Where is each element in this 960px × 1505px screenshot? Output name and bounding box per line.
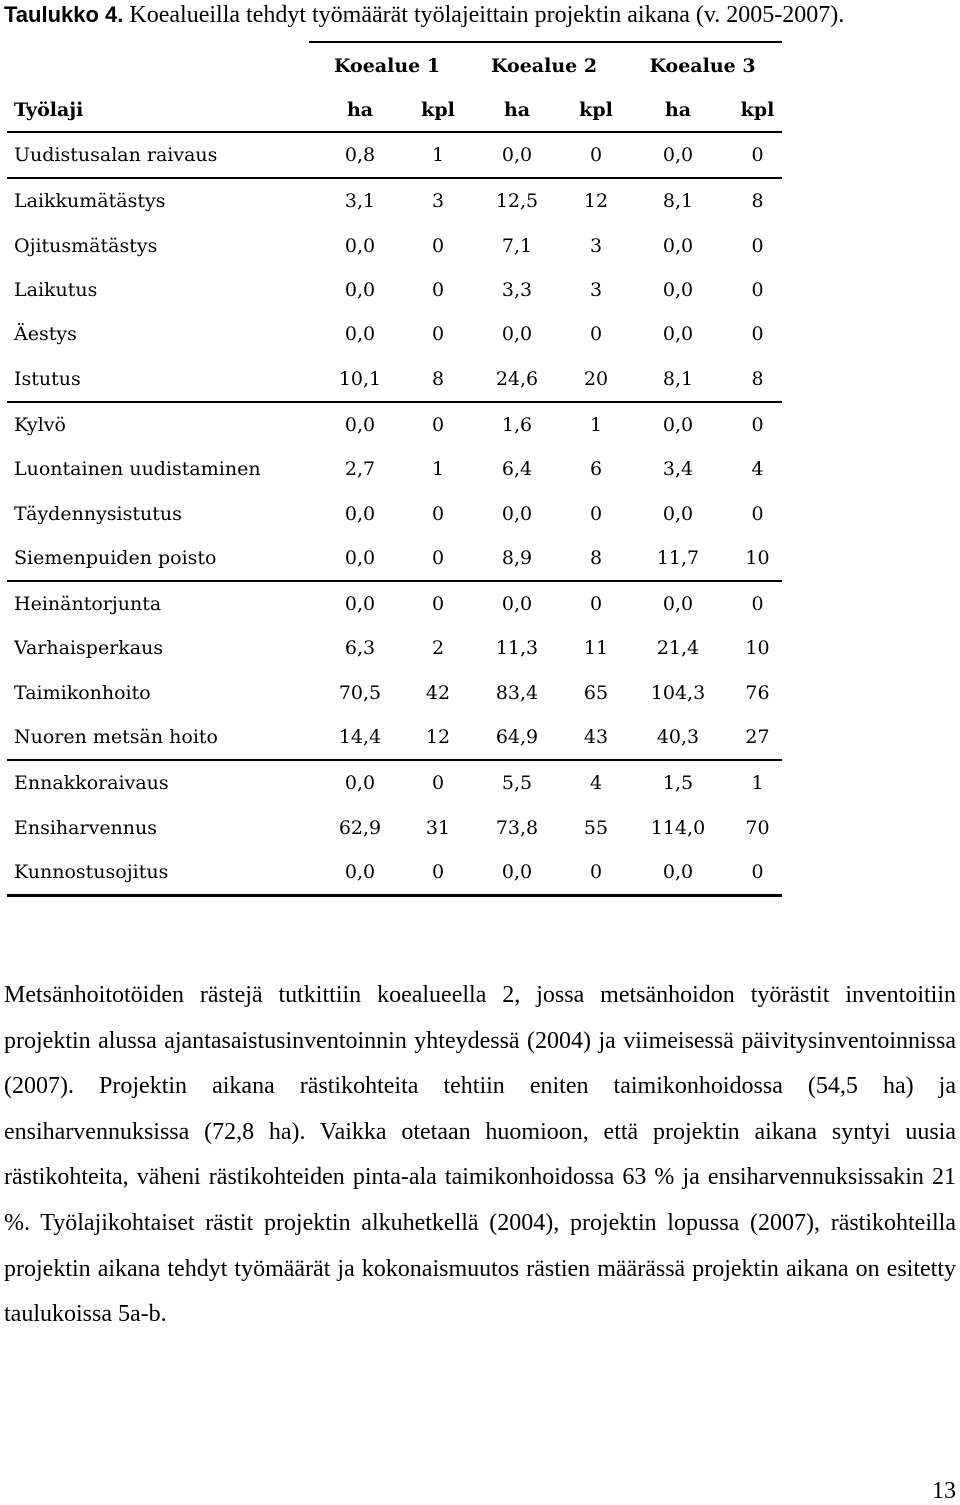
row-label: Laikkumätästys (14, 190, 166, 213)
row-value-cell: 0 (431, 413, 445, 436)
row-value-cell: 70 (745, 816, 770, 839)
row-value-cell: 11,7 (623, 536, 733, 581)
row-value-cell: 3,1 (344, 190, 376, 213)
row-value-cell: 8,9 (465, 536, 569, 581)
row-value-cell: 6,4 (501, 458, 533, 481)
row-value-cell: 14,4 (309, 715, 411, 760)
row-label: Täydennysistutus (14, 502, 182, 525)
row-label: Heinäntorjunta (14, 593, 162, 616)
row-value-cell: 1 (751, 772, 764, 795)
table-row (7, 402, 782, 447)
row-value-cell: 0,0 (501, 323, 533, 346)
row-value-cell: 43 (569, 715, 623, 760)
row-value-cell: 11,3 (495, 637, 539, 660)
row-label: Laikutus (14, 279, 98, 302)
row-value-cell: 31 (425, 816, 451, 839)
row-value-cell: 104,3 (650, 681, 706, 704)
row-value-cell: 10 (745, 637, 770, 660)
row-value-cell: 8 (733, 356, 782, 401)
row-value-cell: 0,0 (623, 850, 733, 896)
row-value-cell: 0,0 (662, 593, 694, 616)
column-header-tyolaji: Työlaji (7, 88, 309, 132)
row-value-cell: 0,0 (344, 323, 376, 346)
body-paragraph: Metsänhoitotöiden rästejä tutkittiin koealueella 2, jossa metsänhoidon työrästit inventoitiin projektin alussa ajantasaistusinventoinnin yhteydessä (2004) ja viimeisessä päivitysinventoinnissa (2007). Projektin aikana rästikohteita tehtiin eniten taimikonhoidossa (54,5 ha) ja ensiharvennuksissa (72,8 ha). Vaikka otetaan huomioon, että projektin aikana syntyi uusia rästikohteita, väheni rästikohteiden pinta-ala taimikonhoidossa 63 % ja ensiharvennuksissakin 21 %. Työlajikohtaiset rästit projektin alkuhetkellä (2004), projektin lopussa (2007), rästikohteilla projektin aikana tehdyt työmäärät ja kokonaismuutos rästien määrässä projektin aikana on esitetty taulukoissa 5a-b. (4, 982, 956, 1328)
column-header-kpl-1: kpl (411, 88, 465, 132)
row-value-cell: 0 (751, 323, 764, 346)
row-value-cell: 12 (411, 715, 465, 760)
row-value-cell: 8,1 (662, 190, 694, 213)
row-value-cell: 8 (569, 536, 623, 581)
row-value-cell: 3 (589, 279, 603, 302)
table-row (7, 626, 782, 670)
row-value-cell: 3 (589, 234, 603, 257)
row-value-cell: 1 (411, 132, 465, 178)
row-value-cell: 0 (751, 502, 764, 525)
row-value-cell: 0,0 (344, 772, 376, 795)
body-paragraph-container (4, 973, 956, 1338)
table-row (7, 132, 782, 178)
row-value-cell: 12,5 (495, 190, 539, 213)
row-value-cell: 0 (733, 850, 782, 896)
caption-text: Koealueilla tehdyt työmäärät työlajeittain projektin aikana (v. 2005-2007). (123, 2, 845, 28)
row-value-cell: 0,0 (344, 234, 376, 257)
work-volume-table-container (7, 41, 782, 897)
table-row (7, 760, 782, 805)
row-value-cell: 1 (431, 458, 445, 481)
row-value-cell: 8 (751, 190, 764, 213)
row-value-cell: 6 (589, 458, 603, 481)
group-header-koealue-1: Koealue 1 (309, 42, 465, 88)
table-row (7, 671, 782, 715)
row-value-cell: 27 (733, 715, 782, 760)
row-value-cell: 0 (569, 132, 623, 178)
row-value-cell: 12 (583, 190, 609, 213)
row-value-cell: 0 (589, 593, 603, 616)
row-value-cell: 114,0 (650, 816, 706, 839)
table-body (7, 132, 782, 896)
table-row (7, 268, 782, 312)
row-value-cell: 2 (431, 637, 445, 660)
row-value-cell: 0 (411, 536, 465, 581)
column-header-row (7, 88, 782, 132)
row-value-cell: 0,8 (309, 132, 411, 178)
row-label: Kylvö (14, 413, 66, 436)
row-value-cell: 55 (583, 816, 609, 839)
row-value-cell: 0 (733, 132, 782, 178)
row-label: Nuoren metsän hoito (7, 715, 309, 760)
column-header-ha-2: ha (465, 88, 569, 132)
row-value-cell: 3 (431, 190, 445, 213)
row-value-cell: 0,0 (344, 413, 376, 436)
row-value-cell: 20 (569, 356, 623, 401)
row-value-cell: 3,3 (501, 279, 533, 302)
table-row (7, 491, 782, 535)
row-value-cell: 65 (583, 681, 609, 704)
row-value-cell: 0 (431, 502, 445, 525)
row-value-cell: 1 (589, 413, 603, 436)
row-value-cell: 5,5 (501, 772, 533, 795)
row-value-cell: 73,8 (495, 816, 539, 839)
row-label: Istutus (7, 356, 309, 401)
row-value-cell: 42 (425, 681, 451, 704)
row-value-cell: 6,3 (344, 637, 376, 660)
row-label: Ojitusmätästys (14, 234, 158, 257)
row-value-cell: 0,0 (344, 502, 376, 525)
row-label: Kunnostusojitus (7, 850, 309, 896)
row-value-cell: 0,0 (501, 593, 533, 616)
row-value-cell: 0,0 (309, 536, 411, 581)
row-label: Äestys (14, 323, 77, 346)
row-label: Luontainen uudistaminen (14, 458, 261, 481)
row-label: Varhaisperkaus (14, 637, 164, 660)
row-value-cell: 0 (751, 413, 764, 436)
row-value-cell: 2,7 (344, 458, 376, 481)
row-value-cell: 0 (589, 323, 603, 346)
row-value-cell: 0,0 (309, 850, 411, 896)
row-value-cell: 4 (751, 458, 764, 481)
row-value-cell: 64,9 (465, 715, 569, 760)
row-value-cell: 7,1 (501, 234, 533, 257)
row-value-cell: 0 (569, 850, 623, 896)
row-value-cell: 0,0 (344, 593, 376, 616)
row-value-cell: 0 (431, 593, 445, 616)
row-label: Ensiharvennus (14, 816, 158, 839)
table-row (7, 178, 782, 223)
page-number: 13 (932, 1478, 956, 1504)
row-value-cell: 0,0 (465, 850, 569, 896)
work-volume-table (7, 41, 782, 897)
row-value-cell: 0 (411, 850, 465, 896)
table-row (7, 312, 782, 356)
table-row (7, 805, 782, 849)
row-value-cell: 4 (589, 772, 603, 795)
table-row (7, 581, 782, 626)
row-value-cell: 8,1 (623, 356, 733, 401)
caption-label: Taulukko 4. (4, 2, 124, 27)
row-value-cell: 0 (431, 323, 445, 346)
group-header-koealue-3: Koealue 3 (623, 42, 782, 88)
row-value-cell: 0 (431, 234, 445, 257)
row-value-cell: 3,4 (662, 458, 694, 481)
row-value-cell: 0 (589, 502, 603, 525)
column-header-ha-1: ha (309, 88, 411, 132)
row-label: Uudistusalan raivaus (7, 132, 309, 178)
row-value-cell: 10 (733, 536, 782, 581)
row-value-cell: 0 (751, 279, 764, 302)
row-value-cell: 1,6 (501, 413, 533, 436)
group-header-koealue-2: Koealue 2 (465, 42, 623, 88)
row-value-cell: 11 (583, 637, 609, 660)
row-value-cell: 24,6 (465, 356, 569, 401)
row-value-cell: 0,0 (344, 279, 376, 302)
column-header-ha-3: ha (623, 88, 733, 132)
group-header-empty (7, 42, 309, 88)
table-row (7, 850, 782, 896)
table-row (7, 356, 782, 401)
table-row (7, 715, 782, 760)
row-value-cell: 76 (745, 681, 770, 704)
row-value-cell: 0 (431, 279, 445, 302)
table-row (7, 536, 782, 581)
row-value-cell: 0 (751, 593, 764, 616)
row-value-cell: 70,5 (338, 681, 382, 704)
table-row (7, 224, 782, 268)
table-row (7, 447, 782, 491)
row-value-cell: 10,1 (309, 356, 411, 401)
row-value-cell: 40,3 (623, 715, 733, 760)
row-value-cell: 21,4 (656, 637, 700, 660)
row-value-cell: 0 (751, 234, 764, 257)
row-value-cell: 83,4 (495, 681, 539, 704)
row-value-cell: 0,0 (662, 234, 694, 257)
group-header-row (7, 42, 782, 88)
row-value-cell: 0,0 (662, 413, 694, 436)
column-header-kpl-3: kpl (733, 88, 782, 132)
table-caption (4, 0, 954, 30)
row-value-cell: 0 (431, 772, 445, 795)
row-value-cell: 0,0 (465, 132, 569, 178)
column-header-kpl-2: kpl (569, 88, 623, 132)
row-value-cell: 0,0 (662, 279, 694, 302)
row-value-cell: 0,0 (662, 323, 694, 346)
row-value-cell: 0,0 (623, 132, 733, 178)
row-label: Ennakkoraivaus (14, 772, 169, 795)
row-value-cell: 1,5 (662, 772, 694, 795)
row-value-cell: 8 (411, 356, 465, 401)
row-label: Taimikonhoito (14, 681, 151, 704)
row-value-cell: 0,0 (501, 502, 533, 525)
row-label: Siemenpuiden poisto (7, 536, 309, 581)
row-value-cell: 62,9 (338, 816, 382, 839)
row-value-cell: 0,0 (662, 502, 694, 525)
